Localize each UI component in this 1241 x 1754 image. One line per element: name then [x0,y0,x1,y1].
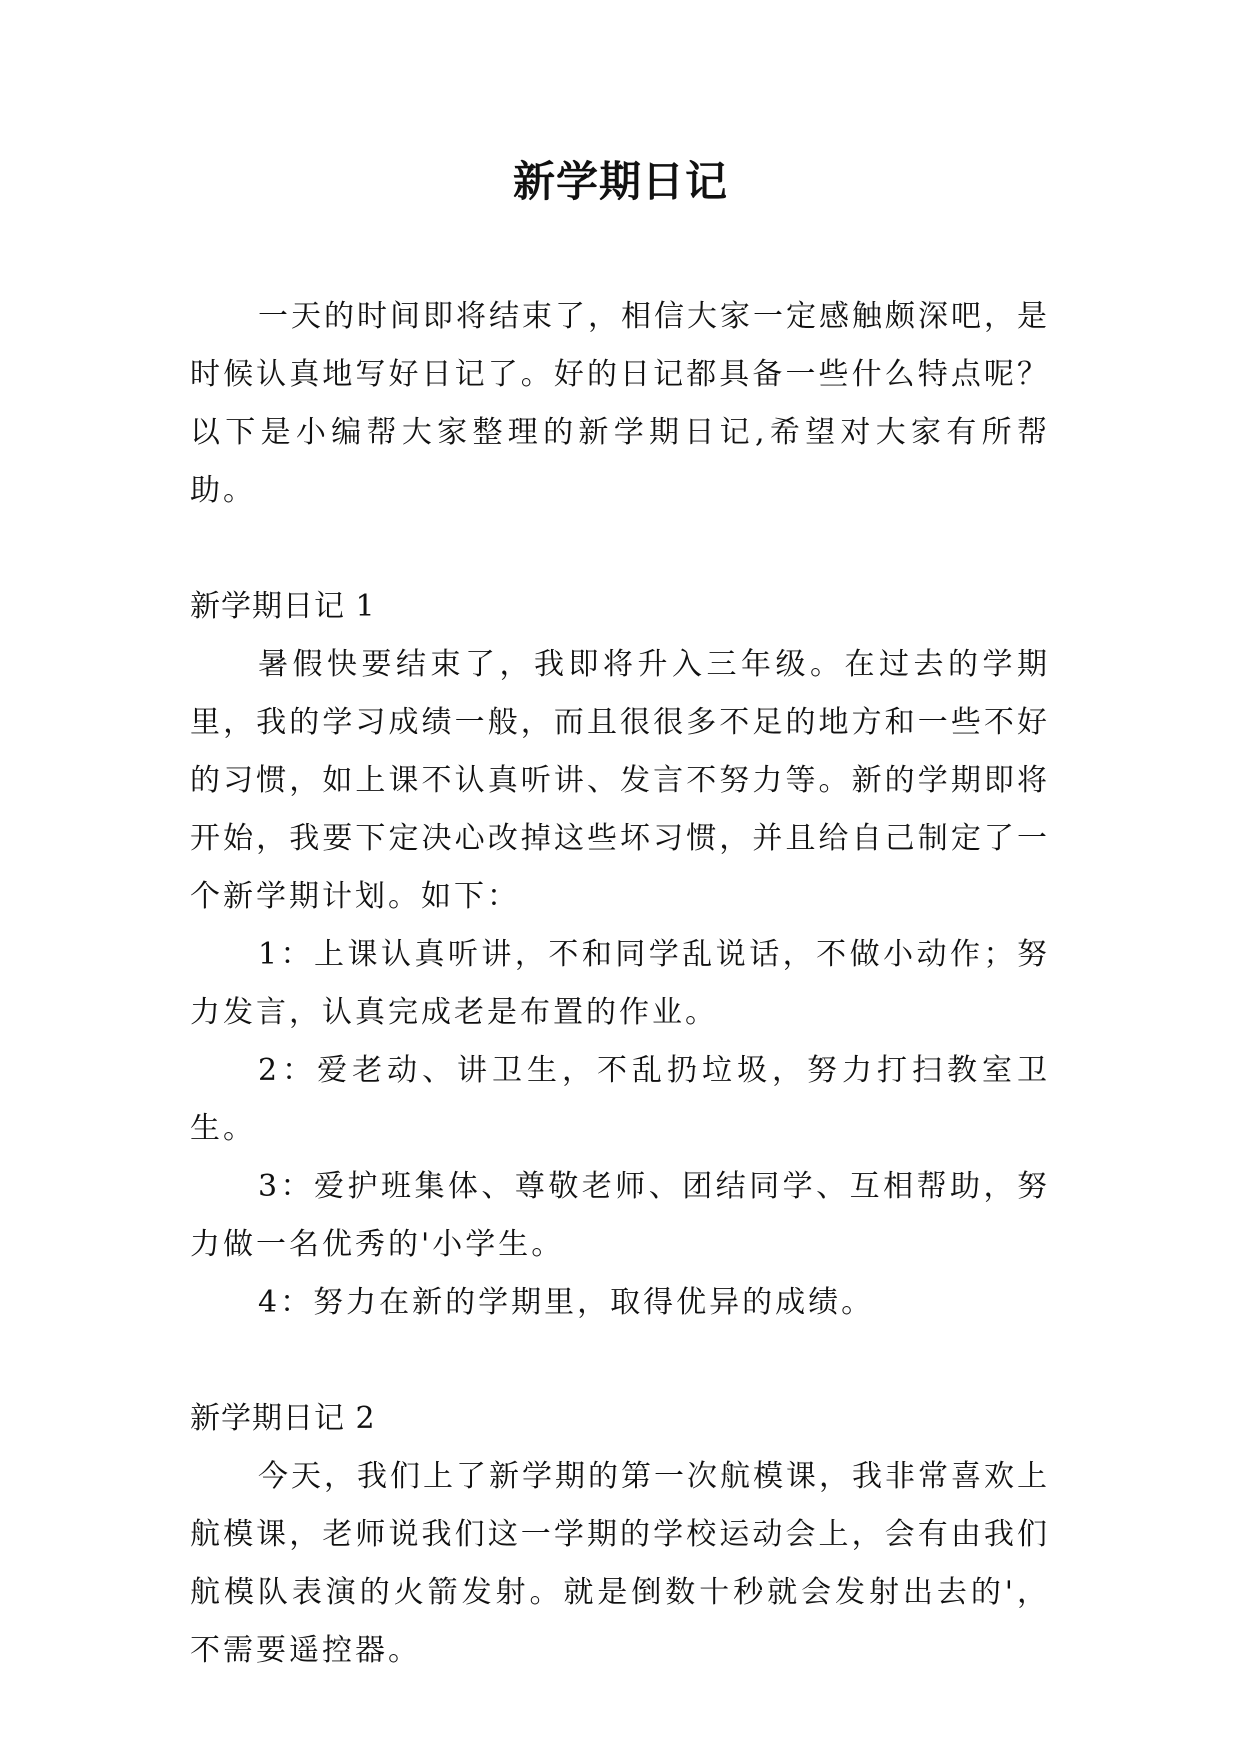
section-1-plan-item-2: 2：爱老动、讲卫生，不乱扔垃圾，努力打扫教室卫生。 [190,1053,1050,1146]
spacer [190,1332,1050,1390]
section-heading-1: 新学期日记 1 [190,589,376,624]
section-1-paragraph-1: 暑假快要结束了，我即将升入三年级。在过去的学期里，我的学习成绩一般，而且很很多不足的地方和一些不好的习惯，如上课不认真听讲、发言不努力等。新的学期即将开始，我要下定决心改掉这些坏习惯，并且给自己制定了一个新学期计划。如下： [190,647,1050,914]
intro-paragraph: 一天的时间即将结束了，相信大家一定感触颇深吧，是时候认真地写好日记了。好的日记都具备一些什么特点呢？以下是小编帮大家整理的新学期日记,希望对大家有所帮助。 [190,299,1050,508]
section-2-paragraph-1: 今天，我们上了新学期的第一次航模课，我非常喜欢上航模课，老师说我们这一学期的学校运动会上，会有由我们航模队表演的火箭发射。就是倒数十秒就会发射出去的'，不需要遥控器。 [190,1459,1050,1668]
section-1-plan-item-3: 3：爱护班集体、尊敬老师、团结同学、互相帮助，努力做一名优秀的'小学生。 [190,1169,1050,1262]
section-1-plan-item-4: 4：努力在新的学期里，取得优异的成绩。 [258,1285,875,1320]
spacer [190,520,1050,578]
page-title: 新学期日记 [512,157,728,206]
document-body [190,288,1050,1680]
section-heading-2: 新学期日记 2 [190,1401,376,1436]
section-1-plan-item-1: 1：上课认真听讲，不和同学乱说话，不做小动作；努力发言，认真完成老是布置的作业。 [190,937,1050,1030]
